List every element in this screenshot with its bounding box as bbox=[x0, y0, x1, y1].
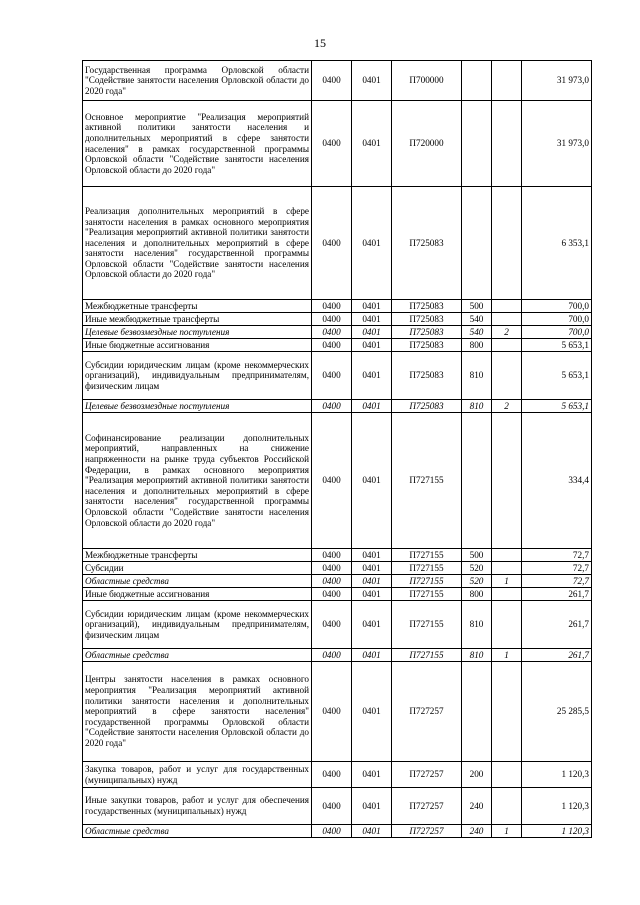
target-article-cell: П727257 bbox=[392, 825, 462, 838]
subsection-code-cell: 0401 bbox=[352, 101, 392, 187]
table-row bbox=[83, 549, 592, 562]
row-name-cell: Иные межбюджетные трансферты bbox=[83, 313, 312, 326]
expense-type-cell: 800 bbox=[462, 339, 492, 352]
section-code-cell: 0400 bbox=[312, 562, 352, 575]
section-code-cell: 0400 bbox=[312, 788, 352, 825]
table-row bbox=[83, 649, 592, 662]
amount-cell: 700,0 bbox=[522, 300, 592, 313]
expense-type-cell: 200 bbox=[462, 762, 492, 788]
subsection-code-cell: 0401 bbox=[352, 352, 392, 400]
amount-cell: 72,7 bbox=[522, 575, 592, 588]
expense-type-cell: 520 bbox=[462, 575, 492, 588]
row-name-cell: Иные закупки товаров, работ и услуг для обеспечения государственных (муниципальных) нужд bbox=[83, 788, 312, 825]
row-name-cell: Субсидии bbox=[83, 562, 312, 575]
table-row bbox=[83, 400, 592, 413]
target-article-cell: П725083 bbox=[392, 352, 462, 400]
expense-type-cell: 240 bbox=[462, 825, 492, 838]
target-article-cell: П725083 bbox=[392, 300, 462, 313]
row-name-cell: Государственная программа Орловской области "Содействие занятости населения Орловской области до 2020 года" bbox=[83, 61, 312, 101]
target-article-cell: П700000 bbox=[392, 61, 462, 101]
expense-type-cell: 500 bbox=[462, 300, 492, 313]
target-article-cell: П727155 bbox=[392, 413, 462, 549]
section-code-cell: 0400 bbox=[312, 575, 352, 588]
funding-source-cell bbox=[492, 61, 522, 101]
target-article-cell: П727155 bbox=[392, 649, 462, 662]
funding-source-cell bbox=[492, 352, 522, 400]
table-row bbox=[83, 339, 592, 352]
table-row bbox=[83, 762, 592, 788]
expense-type-cell bbox=[462, 662, 492, 762]
table-row bbox=[83, 825, 592, 838]
expense-type-cell: 810 bbox=[462, 601, 492, 649]
amount-cell: 700,0 bbox=[522, 313, 592, 326]
subsection-code-cell: 0401 bbox=[352, 649, 392, 662]
target-article-cell: П727257 bbox=[392, 788, 462, 825]
section-code-cell: 0400 bbox=[312, 187, 352, 300]
row-name-cell: Закупка товаров, работ и услуг для государственных (муниципальных) нужд bbox=[83, 762, 312, 788]
row-name-cell: Субсидии юридическим лицам (кроме некоммерческих организаций), индивидуальным предпринимателям, физическим лицам bbox=[83, 352, 312, 400]
section-code-cell: 0400 bbox=[312, 588, 352, 601]
subsection-code-cell: 0401 bbox=[352, 601, 392, 649]
section-code-cell: 0400 bbox=[312, 649, 352, 662]
expense-type-cell bbox=[462, 101, 492, 187]
section-code-cell: 0400 bbox=[312, 601, 352, 649]
amount-cell: 334,4 bbox=[522, 413, 592, 549]
funding-source-cell bbox=[492, 313, 522, 326]
subsection-code-cell: 0401 bbox=[352, 313, 392, 326]
section-code-cell: 0400 bbox=[312, 762, 352, 788]
amount-cell: 31 973,0 bbox=[522, 61, 592, 101]
expense-type-cell: 810 bbox=[462, 649, 492, 662]
table-row bbox=[83, 313, 592, 326]
expense-type-cell bbox=[462, 187, 492, 300]
target-article-cell: П725083 bbox=[392, 339, 462, 352]
subsection-code-cell: 0401 bbox=[352, 825, 392, 838]
amount-cell: 1 120,3 bbox=[522, 825, 592, 838]
table-row bbox=[83, 413, 592, 549]
amount-cell: 72,7 bbox=[522, 549, 592, 562]
row-name-cell: Субсидии юридическим лицам (кроме некоммерческих организаций), индивидуальным предпринимателям, физическим лицам bbox=[83, 601, 312, 649]
target-article-cell: П725083 bbox=[392, 326, 462, 339]
section-code-cell: 0400 bbox=[312, 662, 352, 762]
table-row bbox=[83, 352, 592, 400]
subsection-code-cell: 0401 bbox=[352, 400, 392, 413]
amount-cell: 261,7 bbox=[522, 601, 592, 649]
section-code-cell: 0400 bbox=[312, 400, 352, 413]
subsection-code-cell: 0401 bbox=[352, 61, 392, 101]
funding-source-cell bbox=[492, 762, 522, 788]
expense-type-cell: 500 bbox=[462, 549, 492, 562]
funding-source-cell: 2 bbox=[492, 400, 522, 413]
row-name-cell: Иные бюджетные ассигнования bbox=[83, 588, 312, 601]
subsection-code-cell: 0401 bbox=[352, 575, 392, 588]
section-code-cell: 0400 bbox=[312, 352, 352, 400]
funding-source-cell bbox=[492, 187, 522, 300]
page-number: 15 bbox=[314, 36, 326, 50]
amount-cell: 72,7 bbox=[522, 562, 592, 575]
subsection-code-cell: 0401 bbox=[352, 562, 392, 575]
table-body bbox=[83, 61, 592, 838]
section-code-cell: 0400 bbox=[312, 825, 352, 838]
expense-type-cell: 520 bbox=[462, 562, 492, 575]
expense-type-cell: 240 bbox=[462, 788, 492, 825]
amount-cell: 1 120,3 bbox=[522, 788, 592, 825]
target-article-cell: П727257 bbox=[392, 762, 462, 788]
section-code-cell: 0400 bbox=[312, 61, 352, 101]
target-article-cell: П725083 bbox=[392, 400, 462, 413]
table-row bbox=[83, 575, 592, 588]
funding-source-cell bbox=[492, 300, 522, 313]
target-article-cell: П725083 bbox=[392, 313, 462, 326]
funding-source-cell bbox=[492, 339, 522, 352]
subsection-code-cell: 0401 bbox=[352, 788, 392, 825]
subsection-code-cell: 0401 bbox=[352, 300, 392, 313]
row-name-cell: Областные средства bbox=[83, 575, 312, 588]
row-name-cell: Областные средства bbox=[83, 649, 312, 662]
funding-source-cell bbox=[492, 788, 522, 825]
table-row bbox=[83, 187, 592, 300]
row-name-cell: Целевые безвозмездные поступления bbox=[83, 326, 312, 339]
amount-cell: 700,0 bbox=[522, 326, 592, 339]
expense-type-cell: 810 bbox=[462, 400, 492, 413]
amount-cell: 25 285,5 bbox=[522, 662, 592, 762]
funding-source-cell: 2 bbox=[492, 326, 522, 339]
row-name-cell: Межбюджетные трансферты bbox=[83, 300, 312, 313]
amount-cell: 5 653,1 bbox=[522, 339, 592, 352]
expense-type-cell: 810 bbox=[462, 352, 492, 400]
target-article-cell: П727155 bbox=[392, 601, 462, 649]
section-code-cell: 0400 bbox=[312, 300, 352, 313]
table-row bbox=[83, 61, 592, 101]
subsection-code-cell: 0401 bbox=[352, 339, 392, 352]
funding-source-cell bbox=[492, 601, 522, 649]
subsection-code-cell: 0401 bbox=[352, 413, 392, 549]
target-article-cell: П720000 bbox=[392, 101, 462, 187]
expense-type-cell: 800 bbox=[462, 588, 492, 601]
expense-type-cell bbox=[462, 413, 492, 549]
funding-source-cell bbox=[492, 101, 522, 187]
section-code-cell: 0400 bbox=[312, 313, 352, 326]
section-code-cell: 0400 bbox=[312, 549, 352, 562]
row-name-cell: Центры занятости населения в рамках основного мероприятия "Реализация мероприятий активной политики занятости населения и дополнительных мероприятий в сфере занятости населения" государственной программы Орловской области "Содействие занятости населения Орловской области до 2020 года" bbox=[83, 662, 312, 762]
section-code-cell: 0400 bbox=[312, 101, 352, 187]
budget-table bbox=[82, 60, 592, 838]
amount-cell: 31 973,0 bbox=[522, 101, 592, 187]
funding-source-cell: 1 bbox=[492, 825, 522, 838]
table-row bbox=[83, 562, 592, 575]
section-code-cell: 0400 bbox=[312, 326, 352, 339]
row-name-cell: Целевые безвозмездные поступления bbox=[83, 400, 312, 413]
table-row bbox=[83, 588, 592, 601]
table-row bbox=[83, 300, 592, 313]
row-name-cell: Реализация дополнительных мероприятий в сфере занятости населения в рамках основного мероприятия "Реализация мероприятий активной политики занятости населения и дополнительных мероприятий в сфере занятости населения" государственной программы Орловской области "Содействие занятости населения Орловской области до 2020 года" bbox=[83, 187, 312, 300]
row-name-cell: Софинансирование реализации дополнительных мероприятий, направленных на снижение напряженности на рынке труда субъектов Российской Федерации, в рамках основного мероприятия "Реализация мероприятий активной политики занятости населения и дополнительных мероприятий в сфере занятости населения" государственной программы Орловской области "Содействие занятости населения Орловской области до 2020 года" bbox=[83, 413, 312, 549]
table-row bbox=[83, 326, 592, 339]
amount-cell: 5 653,1 bbox=[522, 352, 592, 400]
row-name-cell: Межбюджетные трансферты bbox=[83, 549, 312, 562]
funding-source-cell bbox=[492, 549, 522, 562]
row-name-cell: Иные бюджетные ассигнования bbox=[83, 339, 312, 352]
funding-source-cell bbox=[492, 413, 522, 549]
target-article-cell: П727155 bbox=[392, 549, 462, 562]
amount-cell: 5 653,1 bbox=[522, 400, 592, 413]
funding-source-cell: 1 bbox=[492, 575, 522, 588]
target-article-cell: П727155 bbox=[392, 562, 462, 575]
funding-source-cell bbox=[492, 588, 522, 601]
row-name-cell: Областные средства bbox=[83, 825, 312, 838]
table-row bbox=[83, 788, 592, 825]
funding-source-cell: 1 bbox=[492, 649, 522, 662]
subsection-code-cell: 0401 bbox=[352, 326, 392, 339]
target-article-cell: П727155 bbox=[392, 588, 462, 601]
subsection-code-cell: 0401 bbox=[352, 588, 392, 601]
funding-source-cell bbox=[492, 562, 522, 575]
table-row bbox=[83, 101, 592, 187]
table-row bbox=[83, 601, 592, 649]
target-article-cell: П727155 bbox=[392, 575, 462, 588]
target-article-cell: П725083 bbox=[392, 187, 462, 300]
amount-cell: 1 120,3 bbox=[522, 762, 592, 788]
section-code-cell: 0400 bbox=[312, 413, 352, 549]
section-code-cell: 0400 bbox=[312, 339, 352, 352]
subsection-code-cell: 0401 bbox=[352, 662, 392, 762]
row-name-cell: Основное мероприятие "Реализация мероприятий активной политики занятости населения и дополнительных мероприятий в сфере занятости населения" в рамках государственной программы Орловской области "Содействие занятости населения Орловской области до 2020 года" bbox=[83, 101, 312, 187]
subsection-code-cell: 0401 bbox=[352, 762, 392, 788]
expense-type-cell: 540 bbox=[462, 326, 492, 339]
funding-source-cell bbox=[492, 662, 522, 762]
table-row bbox=[83, 662, 592, 762]
amount-cell: 261,7 bbox=[522, 588, 592, 601]
expense-type-cell: 540 bbox=[462, 313, 492, 326]
expense-type-cell bbox=[462, 61, 492, 101]
subsection-code-cell: 0401 bbox=[352, 549, 392, 562]
subsection-code-cell: 0401 bbox=[352, 187, 392, 300]
target-article-cell: П727257 bbox=[392, 662, 462, 762]
amount-cell: 6 353,1 bbox=[522, 187, 592, 300]
amount-cell: 261,7 bbox=[522, 649, 592, 662]
